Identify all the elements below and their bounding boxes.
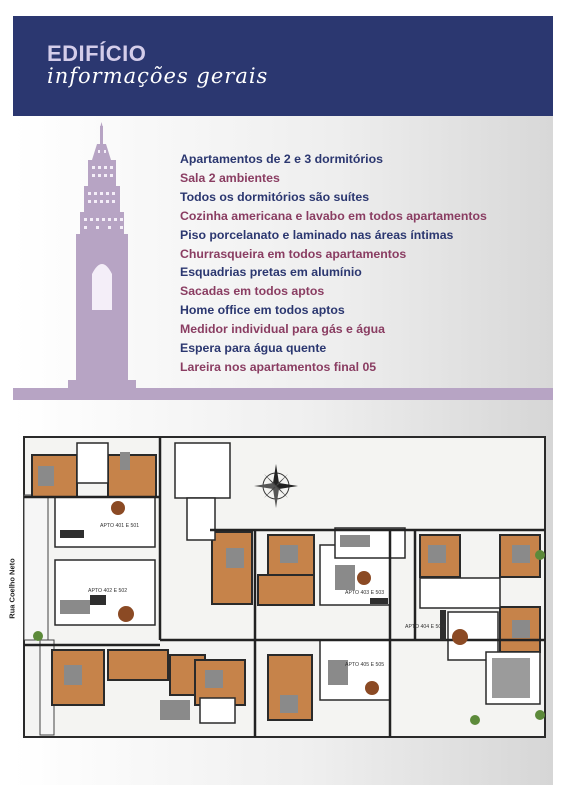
- street-label: Rua Coelho Neto: [7, 557, 17, 619]
- apartment-label: APTO 404 E 504: [405, 624, 445, 630]
- feature-item: Medidor individual para gás e água: [180, 322, 385, 337]
- header-banner: [13, 16, 553, 116]
- feature-item: Cozinha americana e lavabo em todos apartamentos: [180, 208, 487, 223]
- feature-item: Sacadas em todos aptos: [180, 284, 325, 299]
- accent-stripe: [13, 388, 553, 400]
- apartment-label: APTO 401 E 501: [100, 523, 140, 529]
- apartment-label: APTO 405 E 505: [345, 662, 385, 668]
- apartment-label: APTO 403 E 503: [345, 590, 385, 596]
- feature-item: Sala 2 ambientes: [180, 170, 280, 185]
- features-list: [180, 150, 487, 377]
- feature-item: Home office em todos aptos: [180, 303, 345, 318]
- feature-item: Piso porcelanato e laminado nas áreas íntimas: [180, 227, 454, 242]
- tower-illustration: [58, 122, 148, 390]
- feature-item: Lareira nos apartamentos final 05: [180, 359, 377, 374]
- floor-plan: [0, 400, 566, 785]
- feature-item: Churrasqueira em todos apartamentos: [180, 246, 407, 261]
- page-title: EDIFÍCIO: [47, 41, 147, 66]
- feature-item: Esquadrias pretas em alumínio: [180, 265, 362, 280]
- page-subtitle: informações gerais: [47, 64, 269, 88]
- feature-item: Apartamentos de 2 e 3 dormitórios: [180, 152, 383, 166]
- feature-item: Espera para água quente: [180, 341, 327, 356]
- feature-item: Todos os dormitórios são suítes: [180, 189, 370, 204]
- apartment-label: APTO 402 E 502: [88, 588, 128, 594]
